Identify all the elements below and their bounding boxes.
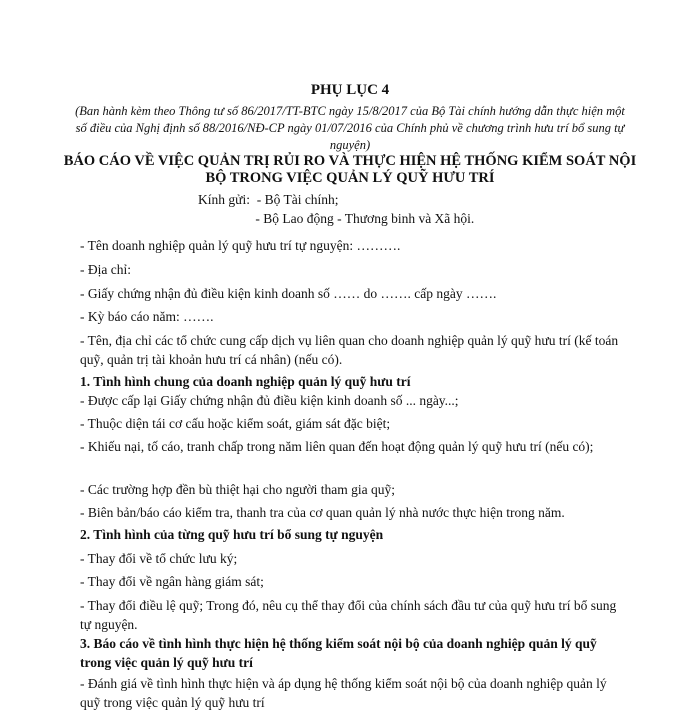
section-1-item: - Các trường hợp đền bù thiệt hại cho người tham gia quỹ; [80,482,395,497]
info-report-period: - Kỳ báo cáo năm: ……. [80,309,214,324]
recipient-line-2: - Bộ Lao động - Thương binh và Xã hội. [198,211,475,226]
section-2-item: - Thay đổi về tổ chức lưu ký; [80,551,238,566]
info-service-providers: - Tên, địa chỉ các tổ chức cung cấp dịch vụ liên quan cho doanh nghiệp quản lý quỹ hưu trí (kế toán quỹ, quản trị tài khoản hưu trí cá nhân) (nếu có). [80,333,619,367]
section-2-item: - Thay đổi điều lệ quỹ; Trong đó, nêu cụ thể thay đổi của chính sách đầu tư của quỹ hưu trí bổ sung tự nguyện. [80,598,617,632]
info-license: - Giấy chứng nhận đủ điều kiện kinh doanh số …… do ……. cấp ngày ……. [80,286,497,301]
section-1-item: - Thuộc diện tái cơ cấu hoặc kiểm soát, giám sát đặc biệt; [80,416,391,431]
appendix-subtitle: (Ban hành kèm theo Thông tư số 86/2017/TT-BTC ngày 15/8/2017 của Bộ Tài chính hướng dẫn thực hiện một số điều của Nghị định số 88/2016/NĐ-CP ngày 01/07/2016 của Chính phủ về chương trình hưu trí bổ sung tự nguyện) [75,104,625,152]
section-1-heading: 1. Tình hình chung của doanh nghiệp quản lý quỹ hưu trí [80,374,411,389]
section-1-item: - Khiếu nại, tố cáo, tranh chấp trong năm liên quan đến hoạt động quản lý quỹ hưu trí (nếu có); [80,439,594,454]
section-1-item: - Được cấp lại Giấy chứng nhận đủ điều kiện kinh doanh số ... ngày...; [80,393,459,408]
report-title: BÁO CÁO VỀ VIỆC QUẢN TRỊ RỦI RO VÀ THỰC HIỆN HỆ THỐNG KIỂM SOÁT NỘI BỘ TRONG VIỆC QUẢN LÝ QUỸ HƯU TRÍ [63,153,637,186]
section-1-item: - Biên bản/báo cáo kiểm tra, thanh tra của cơ quan quản lý nhà nước thực hiện trong năm. [80,505,565,520]
appendix-title: PHỤ LỤC 4 [310,82,390,98]
section-2-item: - Thay đổi về ngân hàng giám sát; [80,574,264,589]
section-2-heading: 2. Tình hình của từng quỹ hưu trí bổ sung tự nguyện [80,527,384,542]
recipient-block [198,190,474,228]
info-enterprise-name: - Tên doanh nghiệp quản lý quỹ hưu trí tự nguyện: ………. [80,238,401,253]
recipient-line-1: Kính gửi: - Bộ Tài chính; [198,192,339,207]
section-3-item: - Đánh giá về tình hình thực hiện và áp dụng hệ thống kiểm soát nội bộ của doanh nghiệp quản lý quỹ trong việc quản lý quỹ hưu trí [80,676,607,710]
section-3-heading: 3. Báo cáo về tình hình thực hiện hệ thống kiểm soát nội bộ của doanh nghiệp quản lý quỹ trong việc quản lý quỹ hưu trí [80,636,597,670]
info-address: - Địa chỉ: [80,262,131,277]
